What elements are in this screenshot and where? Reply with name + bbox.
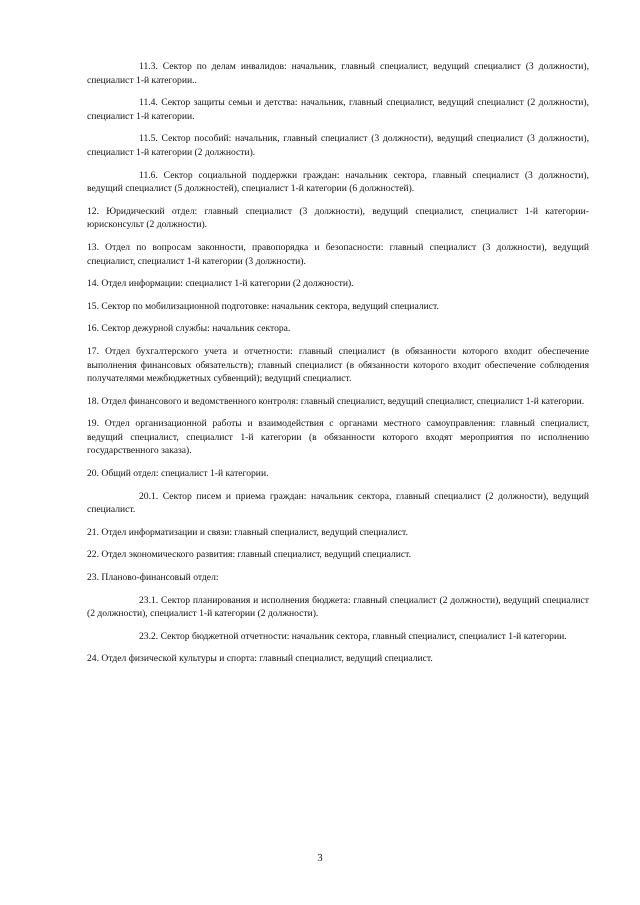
paragraph-11-3: 11.3. Сектор по делам инвалидов: начальник, главный специалист, ведущий специалист (3 должности), специалист 1-й категории.. <box>87 61 589 86</box>
paragraph-15: 15. Сектор по мобилизационной подготовке: начальник сектора, ведущий специалист. <box>87 300 439 312</box>
paragraph-11-6: 11.6. Сектор социальной поддержки граждан: начальник сектора, главный специалист (3 должности), ведущий специалист (5 должностей), специалист 1-й категории (6 должностей). <box>87 169 589 195</box>
paragraph-14: 14. Отдел информации: специалист 1-й категории (2 должности). <box>87 278 354 290</box>
paragraph-20-1: 20.1. Сектор писем и приема граждан: начальник сектора, главный специалист (2 должности), ведущий специалист. <box>87 490 589 516</box>
paragraph-23-1: 23.1. Сектор планирования и исполнения бюджета: главный специалист (2 должности), ведущий специалист (2 должности), специалист 1-й категории (2 должности). <box>87 594 589 620</box>
page-number: 3 <box>317 853 323 864</box>
paragraph-13: 13. Отдел по вопросам законности, правопорядка и безопасности: главный специалист (3 должности), ведущий специалист, специалист 1-й категории (3 должности). <box>87 241 589 267</box>
paragraph-20: 20. Общий отдел: специалист 1-й категории. <box>87 468 269 480</box>
document-body <box>87 60 589 675</box>
paragraph-17: 17. Отдел бухгалтерского учета и отчетности: главный специалист (в обязанности которого входит обеспечение выполнения финансовых обязательств); главный специалист (в обязанности которого входит обеспечение соблюдения получателями межбюджетных субвенций); ведущий специалист. <box>87 345 589 385</box>
paragraph-23: 23. Планово-финансовый отдел: <box>87 572 219 584</box>
paragraph-18: 18. Отдел финансового и ведомственного контроля: главный специалист, ведущий специалист, специалист 1-й категории. <box>87 395 585 407</box>
paragraph-22: 22. Отдел экономического развития: главный специалист, ведущий специалист. <box>87 549 411 561</box>
paragraph-11-5: 11.5. Сектор пособий: начальник, главный специалист (3 должности), ведущий специалист (3 должности), специалист 1-й категории (2 должности). <box>87 133 589 158</box>
paragraph-16: 16. Сектор дежурной службы: начальник сектора. <box>87 323 291 335</box>
paragraph-23-2: 23.2. Сектор бюджетной отчетности: начальник сектора, главный специалист, специалист 1-й категории. <box>139 630 567 642</box>
paragraph-21: 21. Отдел информатизации и связи: главный специалист, ведущий специалист. <box>87 526 408 538</box>
paragraph-11-4: 11.4. Сектор защиты семьи и детства: начальник, главный специалист, ведущий специалист (2 должности), специалист 1-й категории. <box>87 97 589 122</box>
paragraph-12: 12. Юридический отдел: главный специалист (3 должности), ведущий специалист, специалист 1-й категории-юрисконсульт (2 должности). <box>87 205 589 231</box>
paragraph-24: 24. Отдел физической культуры и спорта: главный специалист, ведущий специалист. <box>87 653 433 665</box>
paragraph-19: 19. Отдел организационной работы и взаимодействия с органами местного самоуправления: главный специалист, ведущий специалист, специалист 1-й категории (в обязанности которого входят мероприятия по исполнению государственного заказа). <box>87 418 589 457</box>
